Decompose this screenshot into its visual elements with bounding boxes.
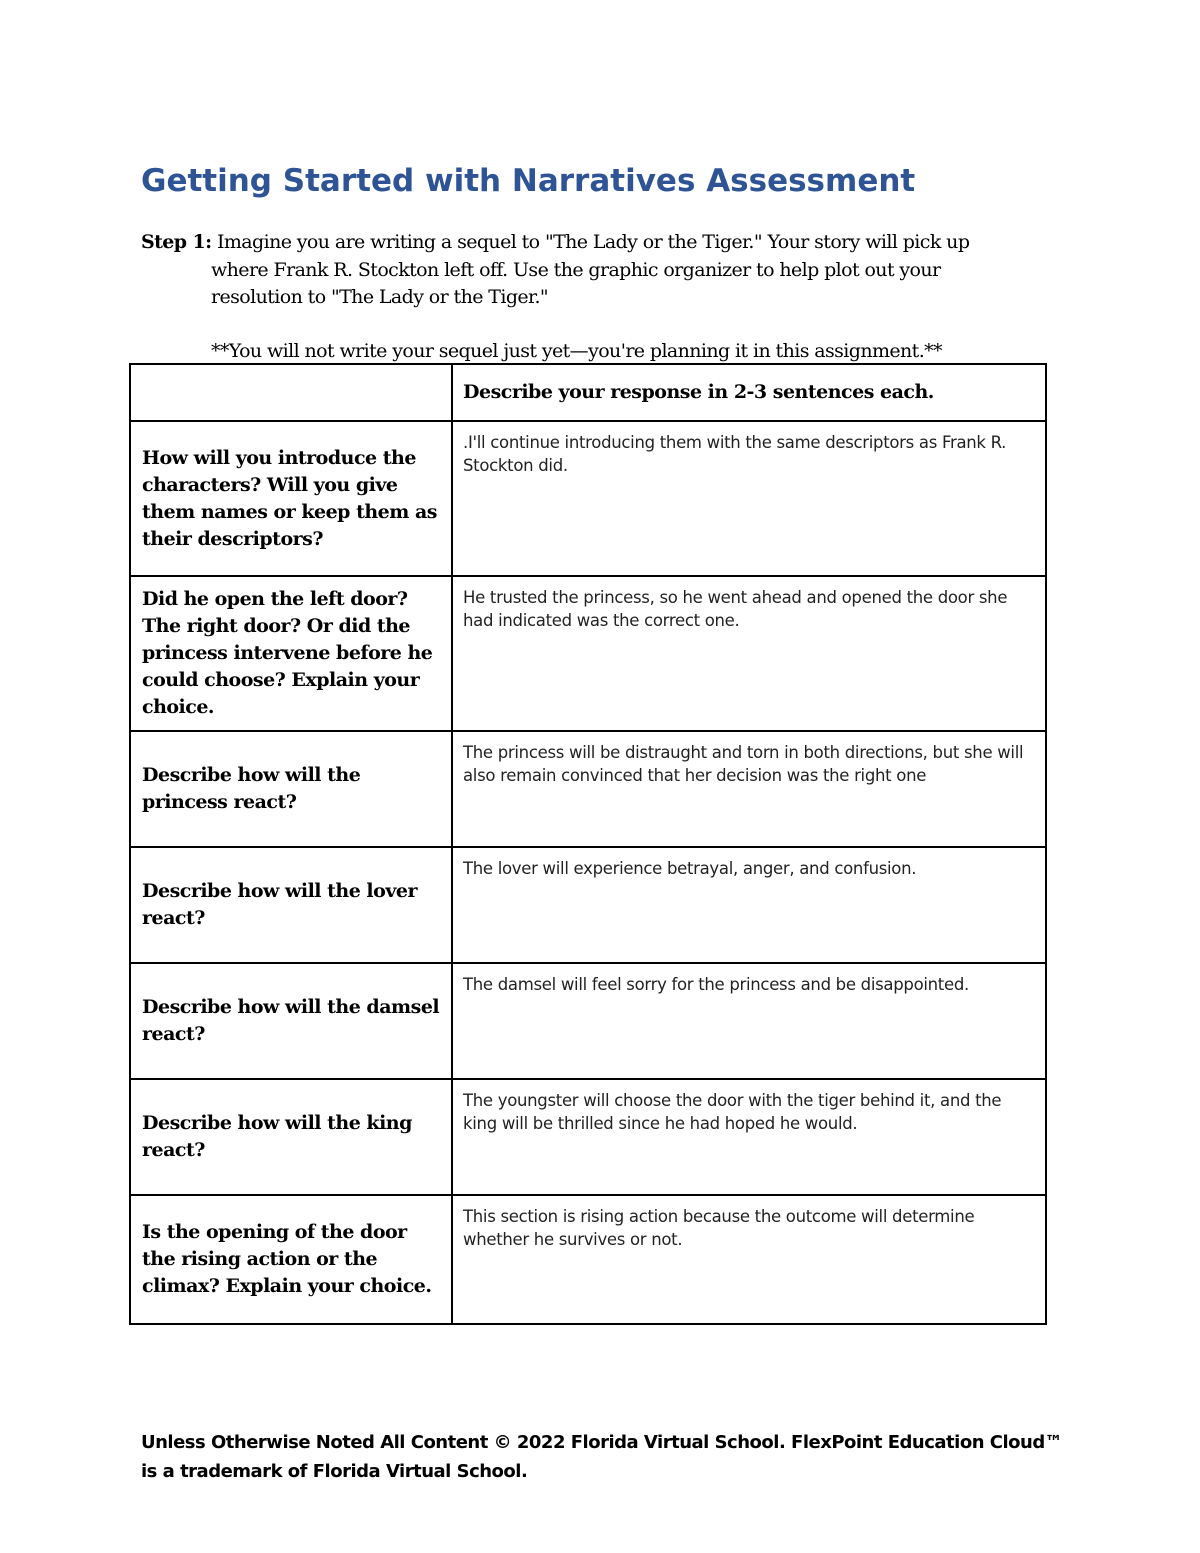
question-cell: Did he open the left door? The right door? Or did the princess intervene before he could choose? Explain your choice.	[130, 576, 452, 731]
step-label: Step 1:	[141, 231, 212, 253]
table-row	[130, 421, 1046, 576]
question-cell: Describe how will the lover react?	[130, 847, 452, 963]
graphic-organizer-table	[129, 363, 1047, 1325]
table-row	[130, 963, 1046, 1079]
step-text: Imagine you are writing a sequel to "The Lady or the Tiger." Your story will pick up where Frank R. Stockton left off. Use the graphic organizer to help plot out your resolution to "The Lady or the Tiger."	[211, 231, 970, 308]
answer-cell[interactable]: This section is rising action because the outcome will determine whether he survives or not.	[452, 1195, 1046, 1324]
answer-cell[interactable]: .I'll continue introducing them with the same descriptors as Frank R. Stockton did.	[452, 421, 1046, 576]
answer-cell[interactable]: The youngster will choose the door with the tiger behind it, and the king will be thrilled since he had hoped he would.	[452, 1079, 1046, 1195]
question-cell: Describe how will the king react?	[130, 1079, 452, 1195]
table-row	[130, 731, 1046, 847]
table-row	[130, 576, 1046, 731]
step-instructions	[141, 229, 1021, 365]
answer-cell[interactable]: He trusted the princess, so he went ahead and opened the door she had indicated was the correct one.	[452, 576, 1046, 731]
page-title: Getting Started with Narratives Assessment	[141, 163, 916, 199]
step-paragraph	[141, 229, 1021, 312]
question-cell: Is the opening of the door the rising action or the climax? Explain your choice.	[130, 1195, 452, 1324]
copyright-footer: Unless Otherwise Noted All Content © 2022 Florida Virtual School. FlexPoint Education Cloud™ is a trademark of Florida Virtual School.	[141, 1432, 1063, 1482]
answer-cell[interactable]: The princess will be distraught and torn in both directions, but she will also remain convinced that her decision was the right one	[452, 731, 1046, 847]
question-cell: How will you introduce the characters? Will you give them names or keep them as their descriptors?	[130, 421, 452, 576]
table-row	[130, 1195, 1046, 1324]
step-note: **You will not write your sequel just yet—you're planning it in this assignment.**	[211, 339, 942, 362]
table-row	[130, 1079, 1046, 1195]
header-question-cell	[130, 364, 452, 421]
answer-cell[interactable]: The lover will experience betrayal, anger, and confusion.	[452, 847, 1046, 963]
table-header-row	[130, 364, 1046, 421]
table-row	[130, 847, 1046, 963]
header-answer-cell: Describe your response in 2-3 sentences each.	[452, 364, 1046, 421]
question-cell: Describe how will the damsel react?	[130, 963, 452, 1079]
question-cell: Describe how will the princess react?	[130, 731, 452, 847]
answer-cell[interactable]: The damsel will feel sorry for the princess and be disappointed.	[452, 963, 1046, 1079]
